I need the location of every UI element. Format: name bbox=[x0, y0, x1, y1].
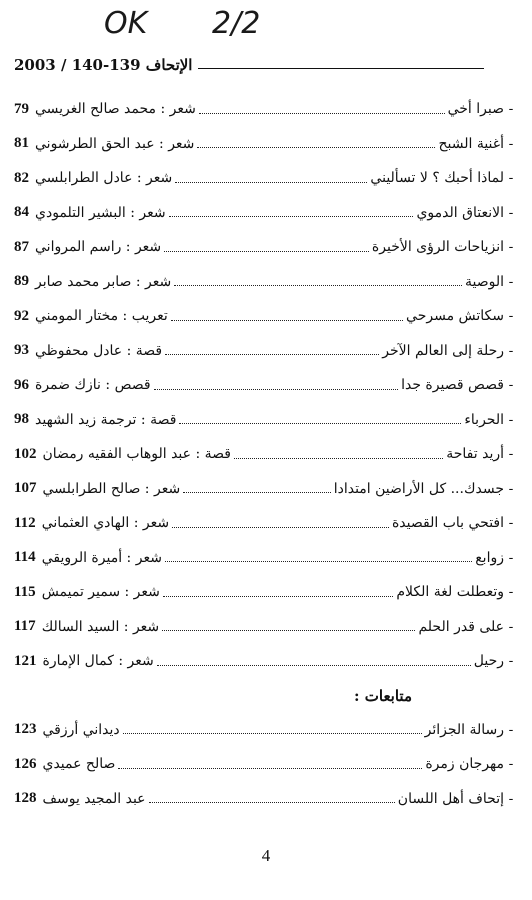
toc-entry bbox=[14, 644, 518, 679]
entry-author: قصة : ترجمة زيد الشهيد bbox=[35, 411, 177, 428]
entry-author: قصص : نازك ضمرة bbox=[35, 377, 151, 394]
dot-leader bbox=[149, 802, 395, 803]
entry-author: قصة : عادل محفوظي bbox=[35, 342, 163, 359]
handwritten-page-fraction: 2/2 bbox=[212, 6, 261, 41]
toc-entry bbox=[14, 92, 518, 127]
page-number: 4 bbox=[261, 846, 271, 865]
entry-dash: - bbox=[508, 377, 514, 394]
header-rule bbox=[198, 68, 484, 69]
entry-dash: - bbox=[508, 790, 514, 807]
toc-entry bbox=[14, 541, 518, 576]
entry-page: 96 bbox=[14, 376, 29, 393]
entry-page: 115 bbox=[14, 583, 36, 600]
entry-title: الوصية bbox=[464, 273, 504, 290]
entry-page: 128 bbox=[14, 790, 37, 807]
entry-page: 126 bbox=[14, 755, 37, 772]
entry-dash: - bbox=[508, 584, 514, 601]
toc-entry bbox=[14, 230, 518, 265]
entry-page: 112 bbox=[14, 514, 36, 531]
entry-dash: - bbox=[508, 549, 514, 566]
entry-dash: - bbox=[508, 308, 514, 325]
toc-entry bbox=[14, 782, 518, 817]
entry-dash: - bbox=[508, 446, 514, 463]
toc-entry bbox=[14, 265, 518, 300]
dot-leader bbox=[118, 768, 422, 769]
entry-title: سكاتش مسرحي bbox=[406, 308, 504, 325]
dot-leader bbox=[174, 285, 462, 286]
entry-author: عبد المجيد يوسف bbox=[42, 790, 146, 807]
toc-entry bbox=[14, 161, 518, 196]
dot-leader bbox=[197, 147, 435, 148]
entry-author: ديداني أرزقي bbox=[42, 721, 120, 738]
dot-leader bbox=[234, 458, 443, 459]
entry-dash: - bbox=[508, 515, 514, 532]
entry-dash: - bbox=[508, 204, 514, 221]
entry-page: 82 bbox=[14, 169, 29, 186]
entry-author: شعر : الهادي العثماني bbox=[41, 515, 170, 532]
entry-dash: - bbox=[508, 101, 514, 118]
entry-dash: - bbox=[508, 239, 514, 256]
entry-title: قصص قصيرة جدا bbox=[401, 377, 504, 394]
entry-page: 117 bbox=[14, 618, 36, 635]
running-header bbox=[14, 50, 488, 74]
toc-entry bbox=[14, 747, 518, 782]
entry-page: 114 bbox=[14, 549, 36, 566]
header-text: الإتحاف 139-140 / 2003 bbox=[14, 56, 193, 74]
entry-title: رحيل bbox=[473, 653, 504, 670]
entry-dash: - bbox=[508, 170, 514, 187]
toc-entry bbox=[14, 299, 518, 334]
dot-leader bbox=[179, 423, 461, 424]
toc-entry bbox=[14, 575, 518, 610]
dot-leader bbox=[165, 561, 472, 562]
entry-dash: - bbox=[508, 618, 514, 635]
entry-page: 123 bbox=[14, 721, 37, 738]
entry-dash: - bbox=[508, 756, 514, 773]
toc-entry bbox=[14, 472, 518, 507]
entry-page: 121 bbox=[14, 652, 37, 669]
entry-page: 87 bbox=[14, 238, 29, 255]
entry-dash: - bbox=[508, 653, 514, 670]
section-heading-followups: متابعات : bbox=[354, 686, 412, 705]
dot-leader bbox=[154, 389, 399, 390]
entry-author: صالح عميدي bbox=[42, 756, 116, 773]
entry-title: الانعتاق الدموي bbox=[416, 204, 504, 221]
dot-leader bbox=[199, 113, 445, 114]
entry-author: شعر : أميرة الرويقي bbox=[41, 549, 162, 566]
entry-title: أغنية الشبح bbox=[438, 135, 504, 152]
toc-entry bbox=[14, 506, 518, 541]
toc-entry bbox=[14, 196, 518, 231]
entry-page: 89 bbox=[14, 273, 29, 290]
entry-page: 93 bbox=[14, 342, 29, 359]
toc-entry bbox=[14, 127, 518, 162]
dot-leader bbox=[175, 182, 367, 183]
entry-title: افتحي باب القصيدة bbox=[391, 515, 504, 532]
entry-title: رحلة إلى العالم الآخر bbox=[382, 342, 504, 359]
entry-author: شعر : سمير تميمش bbox=[41, 584, 160, 601]
dot-leader bbox=[183, 492, 331, 493]
dot-leader bbox=[164, 251, 369, 252]
entry-dash: - bbox=[508, 411, 514, 428]
table-of-contents bbox=[14, 92, 518, 816]
entry-author: شعر : كمال الإمارة bbox=[42, 653, 154, 670]
entry-title: على قدر الحلم bbox=[418, 618, 504, 635]
entry-page: 79 bbox=[14, 100, 29, 117]
entry-author: قصة : عبد الوهاب الفقيه رمضان bbox=[42, 446, 231, 463]
entry-page: 102 bbox=[14, 445, 37, 462]
toc-entry bbox=[14, 403, 518, 438]
handwritten-ok-mark: OK bbox=[104, 6, 148, 41]
dot-leader bbox=[162, 630, 415, 631]
entry-title: رسالة الجزائر bbox=[424, 721, 504, 738]
entry-dash: - bbox=[508, 135, 514, 152]
entry-title: جسدك... كل الأراضين امتدادا bbox=[333, 480, 504, 497]
entry-title: زوابع bbox=[475, 549, 504, 566]
entry-page: 98 bbox=[14, 411, 29, 428]
dot-leader bbox=[163, 596, 393, 597]
toc-entry bbox=[14, 368, 518, 403]
toc-entry bbox=[14, 713, 518, 748]
entry-author: تعريب : مختار المومني bbox=[35, 308, 168, 325]
toc-entry bbox=[14, 334, 518, 369]
dot-leader bbox=[165, 354, 379, 355]
dot-leader bbox=[123, 733, 422, 734]
entry-title: الحرباء bbox=[464, 411, 504, 428]
entry-dash: - bbox=[508, 273, 514, 290]
entry-author: شعر : عبد الحق الطرشوني bbox=[35, 135, 195, 152]
entry-author: شعر : عادل الطرابلسي bbox=[35, 170, 173, 187]
dot-leader bbox=[169, 216, 414, 217]
dot-leader bbox=[157, 665, 471, 666]
entry-author: شعر : محمد صالح الغريسي bbox=[35, 101, 196, 118]
entry-title: مهرجان زمرة bbox=[425, 756, 504, 773]
entry-title: وتعطلت لغة الكلام bbox=[396, 584, 504, 601]
entry-title: لماذا أحبك ؟ لا تسأليني bbox=[370, 170, 504, 187]
entry-page: 81 bbox=[14, 135, 29, 152]
entry-page: 107 bbox=[14, 480, 37, 497]
entry-title: صبرا أخي bbox=[447, 101, 504, 118]
entry-title: أريد تفاحة bbox=[446, 446, 504, 463]
entry-page: 92 bbox=[14, 307, 29, 324]
entry-author: شعر : صالح الطرابلسي bbox=[42, 480, 181, 497]
entry-title: انزياحات الرؤى الأخيرة bbox=[371, 239, 504, 256]
toc-entry bbox=[14, 610, 518, 645]
entry-author: شعر : السيد السالك bbox=[41, 618, 160, 635]
entry-dash: - bbox=[508, 342, 514, 359]
entry-dash: - bbox=[508, 480, 514, 497]
toc-entry bbox=[14, 437, 518, 472]
dot-leader bbox=[171, 320, 403, 321]
entry-author: شعر : راسم المرواني bbox=[35, 239, 162, 256]
entry-page: 84 bbox=[14, 204, 29, 221]
dot-leader bbox=[172, 527, 389, 528]
entry-title: إتحاف أهل اللسان bbox=[397, 790, 504, 807]
entry-dash: - bbox=[508, 721, 514, 738]
entry-author: شعر : البشير التلمودي bbox=[35, 204, 166, 221]
entry-author: شعر : صابر محمد صابر bbox=[35, 273, 172, 290]
